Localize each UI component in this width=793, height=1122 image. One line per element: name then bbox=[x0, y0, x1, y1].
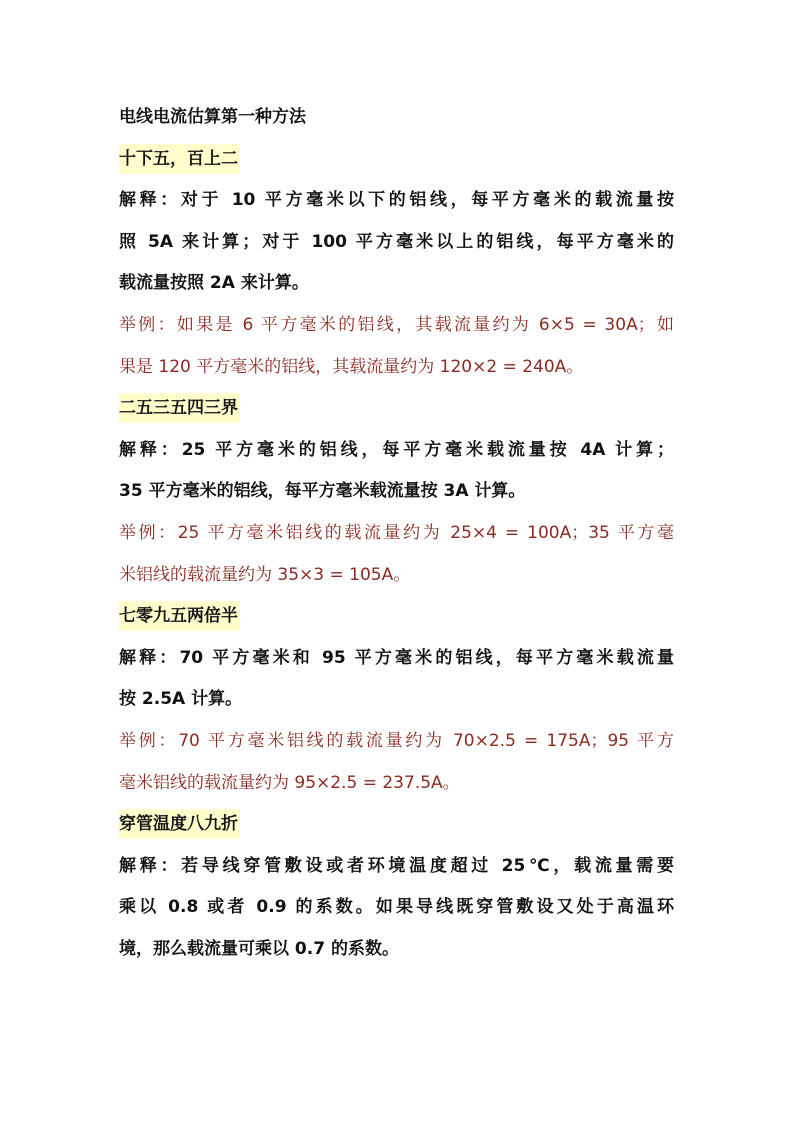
explanation-line: 乘以 0.8 或者 0.9 的系数。如果导线既穿管敷设又处于高温环 bbox=[119, 897, 674, 918]
explanation-line: 载流量按照 2A 来计算。 bbox=[119, 273, 309, 294]
explanation-line: 35 平方毫米的铝线，每平方毫米载流量按 3A 计算。 bbox=[119, 481, 526, 502]
document-title: 电线电流估算第一种方法 bbox=[119, 107, 306, 127]
explanation-line: 解释：若导线穿管敷设或者环境温度超过 25℃，载流量需要 bbox=[119, 855, 674, 876]
section-heading: 七零九五两倍半 bbox=[119, 601, 240, 631]
explanation-line: 解释：25 平方毫米的铝线，每平方毫米载流量按 4A 计算； bbox=[119, 439, 674, 460]
example-line: 果是 120 平方毫米的铝线，其载流量约为 120×2 = 240A。 bbox=[119, 356, 584, 377]
section-heading: 十下五，百上二 bbox=[119, 144, 240, 174]
example-line: 举例：25 平方毫米铝线的载流量约为 25×4 = 100A；35 平方毫 bbox=[119, 522, 674, 543]
explanation-line: 解释：对于 10 平方毫米以下的铝线，每平方毫米的载流量按 bbox=[119, 190, 674, 211]
example-line: 举例：70 平方毫米铝线的载流量约为 70×2.5 = 175A；95 平方 bbox=[119, 730, 674, 751]
section-heading: 穿管温度八九折 bbox=[119, 809, 240, 839]
explanation-line: 境，那么载流量可乘以 0.7 的系数。 bbox=[119, 938, 399, 959]
example-line: 毫米铝线的载流量约为 95×2.5 = 237.5A。 bbox=[119, 772, 460, 793]
explanation-line: 解释：70 平方毫米和 95 平方毫米的铝线，每平方毫米载流量 bbox=[119, 647, 674, 668]
example-line: 米铝线的载流量约为 35×3 = 105A。 bbox=[119, 564, 411, 585]
document-page bbox=[119, 97, 674, 970]
explanation-line: 按 2.5A 计算。 bbox=[119, 689, 243, 710]
section-heading: 二五三五四三界 bbox=[119, 393, 240, 423]
explanation-line: 照 5A 来计算；对于 100 平方毫米以上的铝线，每平方毫米的 bbox=[119, 231, 674, 252]
example-line: 举例：如果是 6 平方毫米的铝线，其载流量约为 6×5 = 30A；如 bbox=[119, 314, 674, 335]
